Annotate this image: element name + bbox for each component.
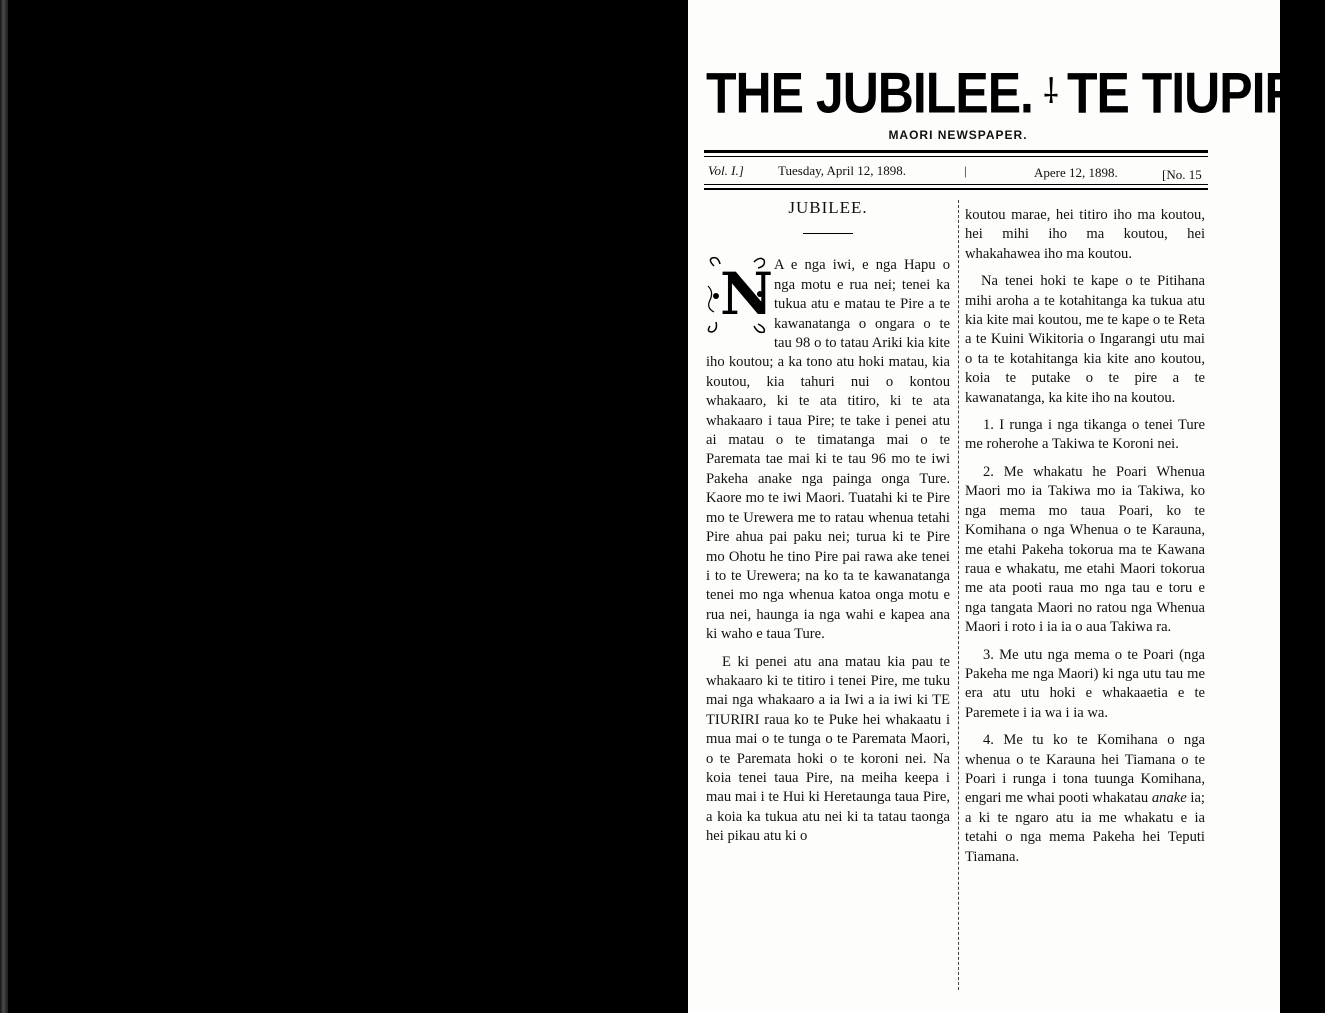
article-heading: JUBILEE. (788, 198, 868, 217)
right-column (965, 206, 1205, 875)
date-maori: Apere 12, 1898. (1034, 165, 1118, 180)
masthead-title-maori: TE TIUPIRI. (1066, 60, 1325, 126)
item-4-text-start: 4. Me tu ko te Komihana o nga whenua o te Karauna hei Tiamana o te Poari i runga i tona tuunga Komihana, engari me whai pooti whakatau (965, 732, 1205, 807)
masthead (706, 60, 1325, 126)
numbered-item-4 (965, 731, 1205, 867)
right-paragraph-1: koutou marae, hei titiro iho ma koutou, hei mihi iho ma koutou, hei whakahawea iho ma koutou. (965, 207, 1205, 262)
paragraph-2: E ki penei atu ana matau kia pau te whakaaro ki te titiro i tenei Pire, me tuku mai nga whakaaro a ia Iwi a ia iwi ki TE TIURIRI raua ko te Puke hei whakaatu i mua mai o te tunga o te Paremata Maori, o te Paremata hoki o te koroni nei. Na koia tenei taua Pire, na meiha keepa i mau mai i te Hui ki Heretaunga taua Pire, a koia ka tukua atu nei ki ta tatau taonga hei pikau atu ki o (706, 653, 950, 845)
issue-number: [No. 15 (1162, 167, 1202, 182)
masthead-subtitle: MAORI NEWSPAPER. (888, 128, 1028, 142)
column-divider (958, 200, 959, 990)
item-4-italic-word: anake (1151, 790, 1187, 807)
dateline-separator: | (964, 163, 967, 178)
dropcap-paragraph (706, 256, 950, 644)
dateline (706, 163, 1206, 183)
dropcap-letter: N (720, 260, 774, 329)
numbered-item-3: 3. Me utu nga mema o te Poari (nga Pakeha me nga Maori) ki nga utu tau me era atu utu hoki e whakaaetia e te Paremete i ia wa i ia wa. (965, 646, 1205, 721)
numbered-item-2: 2. Me whakatu he Poari Whenua Maori mo ia Takiwa mo ia Takiwa, ko nga mema mo taua Poari, ko te Komihana o nga Whenua o te Karauna, me etahi Pakeha tokorua ma te Kawana raua e whakatu, me etahi Maori tokorua me ata pooti raua mo nga tau e toru e nga tangata Maori no ratou nga Whenua Maori i roto i ia ia o aua Takiwa ra. (965, 463, 1205, 636)
item-4-text-end: ia; a ki te ngaro atu ia me whakatu e ia tetahi o nga mema Pakeha hei Teputi Tiamana. (965, 790, 1205, 865)
masthead-rule-top (704, 150, 1208, 153)
dateline-rule-2 (704, 188, 1208, 190)
date-english: Tuesday, April 12, 1898. (778, 163, 906, 178)
volume-label: Vol. I.] (708, 163, 744, 178)
left-column (706, 198, 950, 855)
ornamental-dropcap (706, 256, 774, 334)
newspaper-page (688, 0, 1325, 1013)
heading-rule (803, 233, 853, 234)
masthead-ornament-icon: ⸸ (1042, 74, 1059, 111)
masthead-title-english: THE JUBILEE. (706, 60, 1033, 126)
masthead-rule-thin (704, 156, 1208, 157)
paragraph-1: A e nga iwi, e nga Hapu o nga motu e rua nei; tenei ka tukua atu e matau te Pire a te kawanatanga o ongara o te tau 98 o to tatau Ariki kia kite iho koutou; a ka tono atu hoki matau, kia koutou, kia tahuri nui o kontou whakaaro, ki te ata titiro, ki te ata whakaaro i taua Pire; te take i penei atu ai matau o te timatanga mai o te Paremata tae mai ki te tau 96 mo te iwi Pakeha anake nga painga onga Ture. Kaore mo te iwi Maori. Tuatahi ki te Pire mo te Urewera me to ratau whenua tetahi Pire ahua pai paku nei; turua ki te Pire mo Ohotu he tino Pire pai rawa ake tenei i to te Urewera; na ko ta te kawanatanga tenei mo nga whenua katoa onga motu e rua nei, haunga ia nga wahi e kapea ana ki waho e taua Ture. (706, 257, 950, 643)
right-paragraph-2: Na tenei hoki te kape o te Pitihana mihi aroha a te kotahitanga ka tukua atu kia kite mai koutou, me te kape o te Reta a te Kuini Wikitoria o Ingarangi utu mai o ta te kotahitanga kia kite ano koutou, koia te putake o te pire a te kawanatanga, ka kite iho na koutou. (965, 273, 1205, 406)
book-spine-edge (0, 0, 8, 1013)
numbered-item-1: 1. I runga i nga tikanga o tenei Ture me roherohe a Takiwa te Koroni nei. (965, 417, 1205, 453)
dateline-rule-1 (704, 184, 1208, 185)
